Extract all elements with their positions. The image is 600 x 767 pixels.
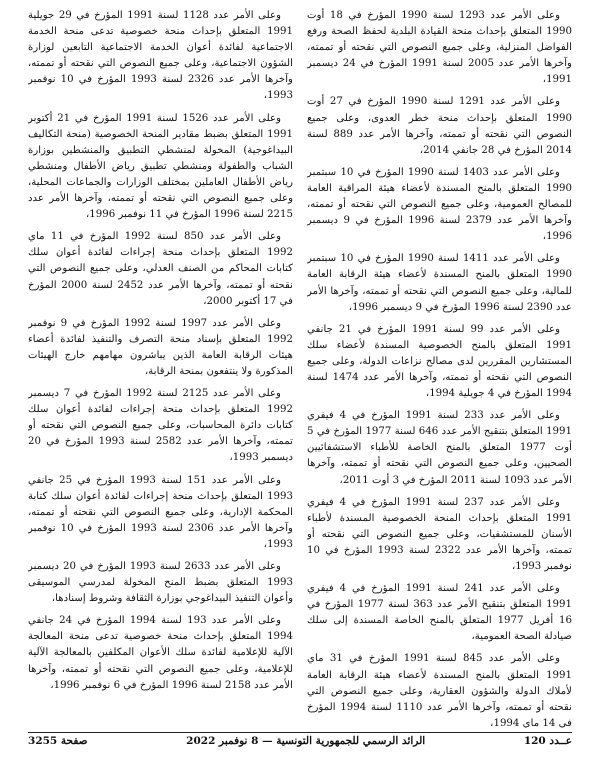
- paragraph: وعلى الأمر عدد 2125 لسنة 1992 المؤرخ في 7 ديسمبر 1992 المتعلق بإحداث منحة إجراءات لفائدة أعوان سلك كتابات دائرة المحاسبات، وعلى جميع النصوص التي نقحته أو تممته، وآخرها الأمر عدد 2582 لسنة 1993 المؤرخ في 20 ديسمبر 1993،: [28, 388, 293, 464]
- paragraph: وعلى الأمر عدد 2633 لسنة 1993 المؤرخ في 20 ديسمبر 1993 المتعلق بضبط المنح المخولة لمدرسي الموسيقى وأعوان التنفيذ البيداغوجي بوزارة الثقافة وشروط إسنادها،: [28, 561, 293, 605]
- paragraph: وعلى الأمر عدد 845 لسنة 1991 المؤرخ في 31 ماي 1991 المتعلق بالمنح المسندة لأعضاء هيئة الرقابة العامة لأملاك الدولة والشؤون العقارية، وعلى جميع النصوص التي نقحته أو تممته، وآخرها الأمر عدد 1110 لسنة 1994 المؤرخ في 14 ماي 1994،: [307, 653, 572, 728]
- paragraph: وعلى الأمر عدد 1291 لسنة 1990 المؤرخ في 27 أوت 1990 المتعلق بإحداث منحة خطر العدوى، وعلى جميع النصوص التي نقحته أو تممته، وآخرها الأمر عدد 889 لسنة 2014 المؤرخ في 28 جانفي 2014،: [307, 96, 572, 156]
- paragraph: وعلى الأمر عدد 233 لسنة 1991 المؤرخ في 4 فيفري 1991 المتعلق بتنقيح الأمر عدد 646 لسنة 1977 المؤرخ في 5 أوت 1977 المتعلق بالمنح الخاصة للأطباء الاستشفائيين الصحيين، وعلى جميع النصوص التي نقحته أو تممته، وآخرها الأمر عدد 1093 لسنة 2011 المؤرخ في 3 أوت 2011،: [307, 410, 572, 486]
- paragraph: وعلى الأمر عدد 237 لسنة 1991 المؤرخ في 4 فيفري 1991 المتعلق بإحداث المنحة الخصوصية المسندة لأطباء الأسنان للمستشفيات، وعلى جميع النصوص التي نقحته أو تممته، وآخرها الأمر عدد 2322 لسنة 1993 المؤرخ في 10 نوفمبر 1993،: [307, 496, 572, 572]
- paragraph: وعلى الأمر عدد 1526 لسنة 1991 المؤرخ في 21 أكتوبر 1991 المتعلق بضبط مقادير المنحة الخصوصية (منحة التكاليف البيداغوجية) المخولة لمنشطي التطبيق والمنشطين بوزارة الشباب والطفولة ومنشطي تطبيق رياض الأطفال ومنشطي رياض الأطفال العاملين بمختلف الوزارات والجماعات المحلية، وعلى جميع النصوص التي نقحته أو تممته، وآخرها الأمر عدد 2215 لسنة 1996 المؤرخ في 11 نوفمبر 1996،: [28, 112, 293, 221]
- right-column: [307, 8, 572, 728]
- page-body: [28, 8, 572, 728]
- journal-title: الرائد الرسمي للجمهورية التونسية — 8 نوفمبر 2022: [186, 735, 426, 747]
- paragraph: وعلى الأمر عدد 151 لسنة 1993 المؤرخ في 25 جانفي 1993 المتعلق بإحداث منحة إجراءات لفائدة أعوان سلك كتابة المحكمة الإدارية، وعلى جميع النصوص التي نقحته أو تممته، وآخرها الأمر عدد 2306 لسنة 1993 المؤرخ في 10 نوفمبر 1993،: [28, 474, 293, 550]
- page-footer: [28, 732, 572, 747]
- left-column: [28, 8, 293, 728]
- paragraph: وعلى الأمر عدد 1997 لسنة 1992 المؤرخ في 9 نوفمبر 1992 المتعلق بإسناد منحة التصرف والتنفيذ لفائدة أعضاء هيئات الرقابة العامة الذين يباشرون مهامهم خارج الهيئات المذكورة ولا ينتفعون بمنحة الرقابة،: [28, 317, 293, 377]
- paragraph: وعلى الأمر عدد 241 لسنة 1991 المؤرخ في 4 فيفري 1991 المتعلق بتنقيح الأمر عدد 363 لسنة 1977 المؤرخ في 16 أفريل 1977 المتعلق بالمنح الخاصة المسندة إلى سلك صيادلة الصحة العمومية،: [307, 583, 572, 643]
- paragraph: وعلى الأمر عدد 1411 لسنة 1990 المؤرخ في 10 سبتمبر 1990 المتعلق بالمنح المسندة لأعضاء هيئة الرقابة العامة للمالية، وعلى جميع النصوص التي نقحته أو تممته، وآخرها الأمر عدد 2390 لسنة 1996 المؤرخ في 9 ديسمبر 1996،: [307, 253, 572, 313]
- paragraph: وعلى الأمر عدد 1128 لسنة 1991 المؤرخ في 29 جويلية 1991 المتعلق بإحداث منحة خصوصية تدعى منحة الخدمة الاجتماعية لفائدة أعوان الخدمة الاجتماعية التابعين لوزارة الشؤون الاجتماعية، وعلى جميع النصوص التي نقحته أو تممته، وآخرها الأمر عدد 2326 لسنة 1993 المؤرخ في 10 نوفمبر 1993،: [28, 10, 293, 102]
- paragraph: وعلى الأمر عدد 193 لسنة 1994 المؤرخ في 24 جانفي 1994 المتعلق بإحداث منحة خصوصية تدعى منحة المعالجة الآلية للإعلامية لفائدة سلك الأعوان المكلفين بالمعالجة الآلية للإعلامية، وعلى جميع النصوص التي نقحته أو تممته، وآخرها الأمر عدد 2158 لسنة 1996 المؤرخ في 6 نوفمبر 1996،: [28, 615, 293, 691]
- paragraph: وعلى الأمر عدد 99 لسنة 1991 المؤرخ في 21 جانفي 1991 المتعلق بالمنح الخصوصية المسندة لأعضاء سلك المستشارين المقررين لدى مصالح نزاعات الدولة، وعلى جميع النصوص التي نقحته أو تممته، وآخرها الأمر عدد 1474 لسنة 1994 المؤرخ في 4 جويلية 1994،: [307, 323, 572, 400]
- paragraph: وعلى الأمر عدد 1403 لسنة 1990 المؤرخ في 10 سبتمبر 1990 المتعلق بالمنح المسندة لأعضاء هيئة المراقبة العامة للمصالح العمومية، وعلى جميع النصوص التي نقحته أو تممته، وآخرها الأمر عدد 2379 لسنة 1996 المؤرخ في 9 ديسمبر 1996،: [307, 166, 572, 243]
- page-number: صفحة 3255: [28, 735, 88, 747]
- issue-number: عــدد 120: [523, 735, 572, 747]
- paragraph: وعلى الأمر عدد 850 لسنة 1992 المؤرخ في 11 ماي 1992 المتعلق بإحداث منحة إجراءات لفائدة أعوان سلك كتابات المحاكم من الصنف العدلي، وعلى جميع النصوص التي نقحته أو تممته، وآخرها الأمر عدد 2452 لسنة 2000 المؤرخ في 17 أكتوبر 2000،: [28, 231, 293, 307]
- paragraph: وعلى الأمر عدد 1293 لسنة 1990 المؤرخ في 18 أوت 1990 المتعلق بإحداث منحة القيادة البلدية لحفظ الصحة ورفع الفواضل المنزلية، وعلى جميع النصوص التي نقحته أو تممته، وآخرها الأمر عدد 2005 لسنة 1991 المؤرخ في 24 ديسمبر 1991،: [307, 10, 572, 86]
